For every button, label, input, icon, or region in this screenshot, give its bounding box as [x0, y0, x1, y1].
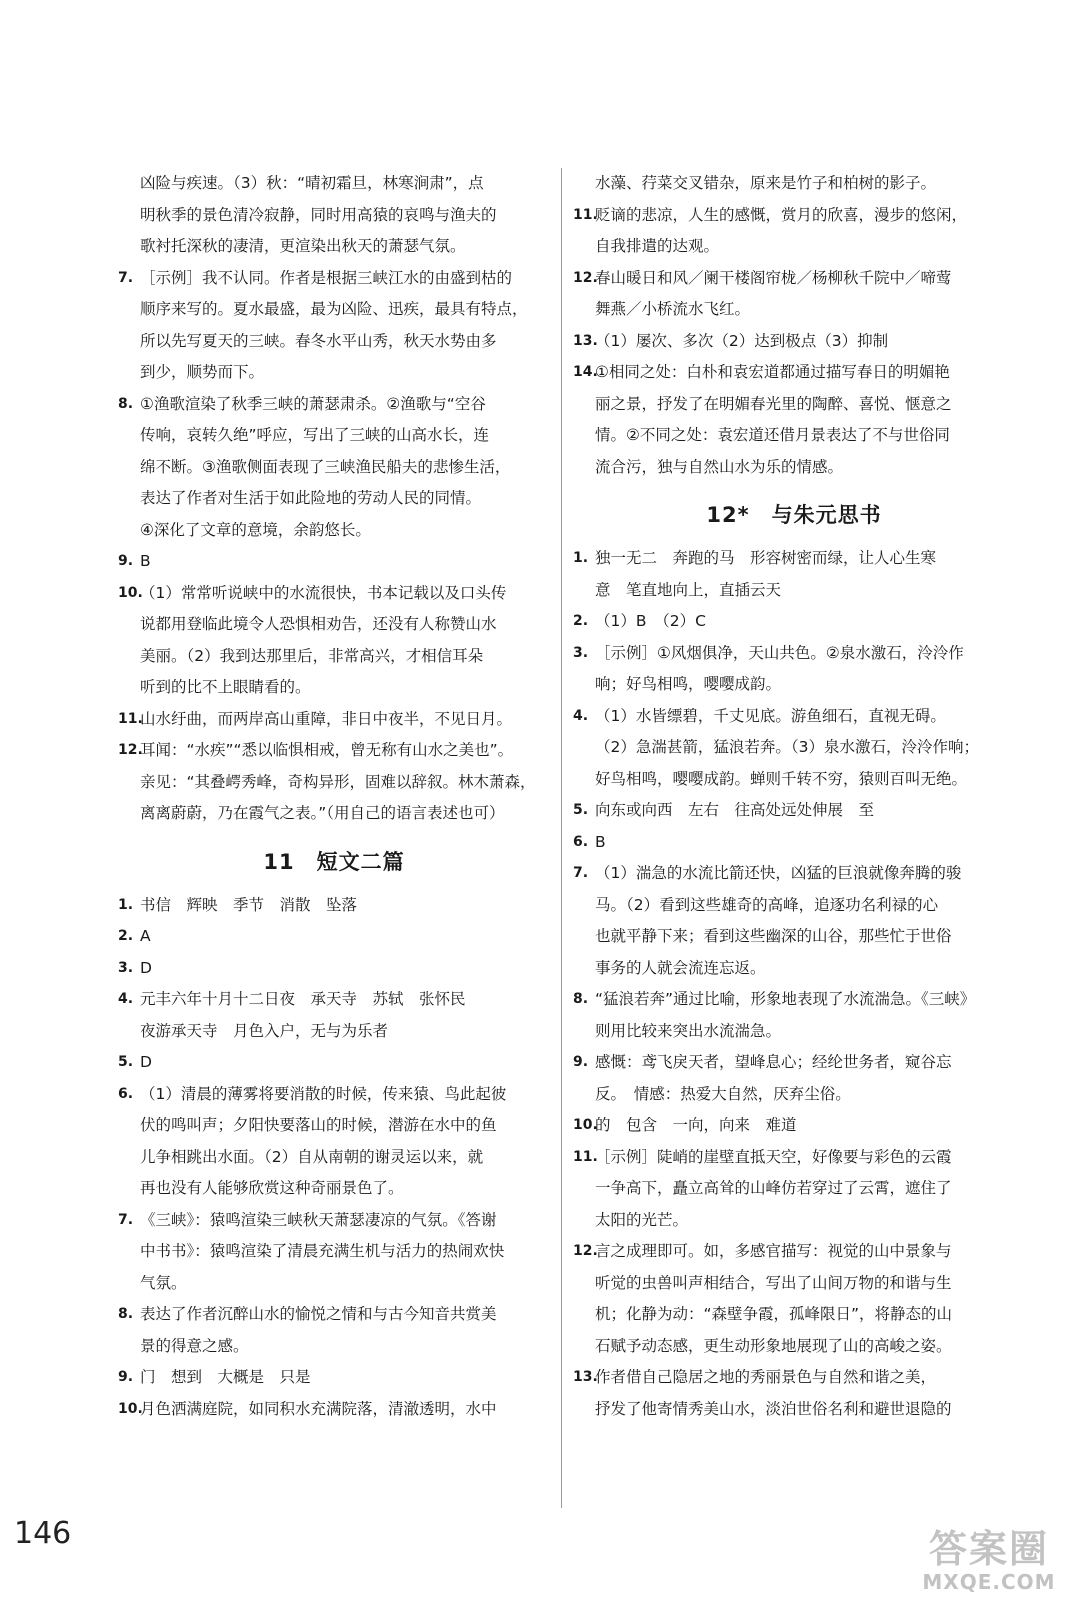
answer-text-line: “猛浪若奔”通过比喻，形象地表现了水流湍急。《三峡》	[595, 990, 976, 1008]
answer-text-line: 夜游承天寺 月色入户，无与为乐者	[140, 1021, 389, 1040]
answer-number: 7.	[118, 1211, 134, 1228]
answer-number: 14.	[573, 364, 598, 380]
answer-text-line: 独一无二 奔跑的马 形容树密而绿，让人心生寒	[595, 549, 937, 567]
answer-number: 5.	[118, 1054, 134, 1070]
answer-item	[573, 543, 1015, 606]
answer-text-line: 伏的鸣叫声；夕阳快要落山的时候，潜游在水中的鱼	[140, 1116, 497, 1134]
answer-text-line: 也就平静下来；看到这些幽深的山谷，那些忙于世俗	[595, 927, 952, 945]
text-line: 明秋季的景色清冷寂静，同时用高猿的哀鸣与渔夫的	[140, 205, 497, 224]
left-answers-before	[118, 263, 550, 830]
answer-text-line: 景的得意之感。	[140, 1336, 249, 1355]
answer-item	[573, 1362, 1015, 1425]
answer-item	[573, 858, 1015, 984]
answer-number: 6.	[118, 1085, 134, 1102]
left-answers-after	[118, 890, 550, 1426]
answer-item	[573, 263, 1015, 326]
answer-text-line: 舞燕／小桥流水飞红。	[595, 300, 751, 318]
text-line: 凶险与疾速。（3）秋：“晴初霜旦，林寒涧肃”，点	[140, 174, 484, 192]
answer-number: 11.	[573, 206, 598, 223]
answer-text-line: （1）清晨的薄雾将要消散的时候，传来猿、鸟此起彼	[140, 1084, 507, 1103]
answer-number: 8.	[118, 395, 134, 412]
answer-item	[118, 704, 550, 736]
answer-text-line: 再也没有人能够欣赏这种奇丽景色了。	[140, 1179, 404, 1197]
answer-item	[573, 606, 1015, 638]
answer-item	[118, 578, 550, 704]
answer-text-line: 感慨：鸢飞戾天者，望峰息心；经纶世务者，窥谷忘	[595, 1053, 952, 1071]
answer-item	[118, 921, 550, 953]
answer-text-line: 自我排遣的达观。	[595, 237, 720, 255]
answer-text-line: 春山暖日和风／阑干楼阁帘栊／杨柳秋千院中／啼莺	[595, 268, 952, 287]
watermark-logo	[904, 1528, 1074, 1598]
answer-text-line: 抒发了他寄情秀美山水，淡泊世俗名利和避世退隐的	[595, 1399, 952, 1418]
answer-text-line: 书信 辉映 季节 消散 坠落	[140, 895, 358, 914]
answer-text-line: （2）急湍甚箭，猛浪若奔。（3）泉水激石，泠泠作响；	[595, 738, 979, 756]
answer-item	[573, 638, 1015, 701]
answer-text-line: ④深化了文章的意境，余韵悠长。	[140, 520, 371, 539]
answer-text-line: ［示例］陡峭的崖壁直抵天空，好像要与彩色的云霞	[595, 1147, 952, 1166]
answer-text-line: 意 笔直地向上，直插云天	[595, 580, 782, 599]
answer-number: 8.	[573, 991, 589, 1007]
answer-number: 3.	[118, 959, 134, 976]
answer-text-line: 传响，哀转久绝”呼应，写出了三峡的山高水长，连	[140, 426, 490, 444]
answer-text-line: 流合污，独与自然山水为乐的情感。	[595, 457, 844, 476]
answer-text-line: 月色洒满庭院，如同积水充满院落，清澈透明，水中	[140, 1399, 497, 1418]
answer-number: 7.	[573, 865, 589, 881]
answer-text-line: 表达了作者沉醉山水的愉悦之情和与古今知音共赏美	[140, 1305, 497, 1323]
answer-item	[573, 1236, 1015, 1362]
answer-item	[118, 953, 550, 985]
answer-item	[573, 1110, 1015, 1142]
answer-text-line: 山水纡曲，而两岸高山重障，非日中夜半，不见日月。	[140, 709, 513, 728]
answer-number: 12.	[573, 269, 598, 286]
answer-text-line: ［示例］我不认同。作者是根据三峡江水的由盛到枯的	[140, 268, 513, 287]
answer-item	[118, 890, 550, 922]
answer-number: 8.	[118, 1306, 134, 1322]
left-column	[118, 168, 550, 1425]
answer-text-line: 说都用登临此境令人恐惧相劝告，还没有人称赞山水	[140, 615, 497, 633]
right-answers-after	[573, 543, 1015, 1425]
answer-item	[118, 1362, 550, 1394]
answer-number: 1.	[118, 896, 134, 913]
answer-number: 1.	[573, 550, 589, 566]
answer-text-line: 作者借自己隐居之地的秀丽景色与自然和谐之美，	[595, 1368, 937, 1386]
answer-text-line: 石赋予动态感，更生动形象地展现了山的高峻之姿。	[595, 1336, 952, 1355]
answer-item	[573, 1142, 1015, 1237]
answer-text-line: 元丰六年十月十二日夜 承天寺 苏轼 张怀民	[140, 990, 466, 1008]
answer-text-line: A	[140, 927, 151, 945]
answer-number: 12.	[573, 1243, 598, 1259]
answer-text-line: 门 想到 大概是 只是	[140, 1368, 311, 1386]
answer-item	[118, 984, 550, 1047]
right-column	[573, 168, 1015, 1425]
answer-text-line: 言之成理即可。如，多感官描写：视觉的山中景象与	[595, 1242, 952, 1260]
answer-text-line: 太阳的光芒。	[595, 1210, 689, 1229]
answer-item	[118, 546, 550, 578]
answer-item	[573, 357, 1015, 483]
answer-number: 9.	[573, 1054, 589, 1070]
section-title-11: 11 短文二篇	[263, 849, 405, 874]
answer-text-line: 马。（2）看到这些雄奇的高峰，追逐功名利禄的心	[595, 895, 939, 914]
answer-item	[573, 1047, 1015, 1110]
answer-text-line: （1）湍急的水流比箭还快，凶猛的巨浪就像奔腾的骏	[595, 864, 962, 882]
answer-text-line: 机；化静为动：“森壁争霞，孤峰限日”，将静态的山	[595, 1305, 953, 1323]
answer-number: 13.	[573, 332, 598, 349]
answer-item	[118, 1205, 550, 1300]
answer-number: 10.	[118, 1400, 143, 1417]
answer-number: 11.	[118, 710, 143, 727]
answer-text-line: 反。 情感：热爱大自然，厌弃尘俗。	[595, 1084, 851, 1103]
answer-text-line: 听觉的虫兽叫声相结合，写出了山间万物的和谐与生	[595, 1273, 952, 1292]
watermark-main-text: 答案圈	[928, 1527, 1049, 1571]
answer-number: 12.	[118, 742, 143, 758]
answer-text-line: 的 包含 一向，向来 难道	[595, 1116, 797, 1134]
answer-text-line: 一争高下，矗立高耸的山峰仿若穿过了云霄，遮住了	[595, 1179, 952, 1197]
answer-text-line: D	[140, 958, 152, 977]
answer-item	[573, 984, 1015, 1047]
answer-text-line: 离离蔚蔚，乃在霞气之表。”（用自己的语言表述也可）	[140, 804, 505, 822]
answer-number: 13.	[573, 1369, 598, 1385]
answer-text-line: 响；好鸟相鸣，嘤嘤成韵。	[595, 675, 782, 693]
answer-text-line: 所以先写夏天的三峡。春冬水平山秀，秋天水势由多	[140, 331, 497, 350]
answer-text-line: B	[140, 552, 151, 570]
answer-text-line: （1）屡次、多次（2）达到极点（3）抑制	[595, 331, 889, 350]
answer-text-line: 气氛。	[140, 1273, 187, 1292]
answer-text-line: 事务的人就会流连忘返。	[595, 958, 766, 977]
answer-number: 11.	[573, 1148, 598, 1165]
answer-item	[118, 735, 550, 830]
text-line: 歌衬托深秋的凄清，更渲染出秋天的萧瑟气氛。	[140, 237, 466, 255]
answer-text-line: （1）B （2）C	[595, 612, 706, 630]
answer-item	[573, 200, 1015, 263]
answer-number: 4.	[573, 707, 589, 724]
answer-item	[118, 1047, 550, 1079]
answer-item	[118, 1079, 550, 1205]
answer-text-line: 儿争相跳出水面。（2）自从南朝的谢灵运以来，就	[140, 1147, 484, 1166]
answer-text-line: 顺序来写的。夏水最盛，最为凶险、迅疾，最具有特点，	[140, 300, 528, 318]
answer-number: 10.	[573, 1117, 598, 1133]
answer-item	[573, 795, 1015, 827]
answer-number: 9.	[118, 553, 134, 569]
answer-text-line: 耳闻：“水疾”“悉以临惧相戒，曾无称有山水之美也”。	[140, 741, 514, 759]
answer-text-line: 情。②不同之处：袁宏道还借月景表达了不与世俗同	[595, 426, 950, 444]
answer-text-line: D	[140, 1053, 152, 1071]
answer-number: 10.	[118, 584, 143, 601]
column-divider	[561, 168, 562, 1508]
left-lead-text	[118, 168, 550, 263]
answer-text-line: 《三峡》：猿鸣渲染三峡秋天萧瑟凄凉的气氛。《答谢	[140, 1210, 497, 1229]
answer-number: 3.	[573, 644, 589, 661]
answer-text-line: 绵不断。③渔歌侧面表现了三峡渔民船夫的悲惨生活，	[140, 457, 511, 476]
answer-item	[573, 326, 1015, 358]
answer-number: 5.	[573, 802, 589, 818]
answer-item	[573, 701, 1015, 796]
answer-text-line: ①渔歌渲染了秋季三峡的萧瑟肃杀。②渔歌与“空谷	[140, 394, 486, 413]
answer-text-line: 则用比较来突出水流湍急。	[595, 1021, 782, 1040]
answer-text-line: 向东或向西 左右 往高处远处伸展 至	[595, 801, 875, 819]
answer-text-line: ［示例］①风烟俱净，天山共色。②泉水激石，泠泠作	[595, 643, 964, 662]
answer-item	[118, 389, 550, 547]
text-line: 水藻、荇菜交叉错杂，原来是竹子和柏树的影子。	[595, 174, 937, 192]
answer-number: 4.	[118, 991, 134, 1007]
answer-item	[118, 263, 550, 389]
answer-text-line: 听到的比不上眼睛看的。	[140, 678, 311, 696]
answer-text-line: 表达了作者对生活于如此险地的劳动人民的同情。	[140, 489, 482, 507]
answer-text-line: 到少，顺势而下。	[140, 363, 265, 381]
answer-text-line: 美丽。（2）我到达那里后，非常高兴，才相信耳朵	[140, 646, 484, 665]
answer-number: 6.	[573, 833, 589, 850]
watermark-sub-text: MXQE.COM	[922, 1570, 1056, 1594]
answer-text-line: （1）常常听说峡中的水流很快，书本记载以及口头传	[140, 583, 507, 602]
answer-number: 7.	[118, 269, 134, 286]
right-answers-before	[573, 200, 1015, 484]
answer-text-line: （1）水皆缥碧，千丈见底。游鱼细石，直视无碍。	[595, 706, 946, 725]
answer-number: 2.	[118, 928, 134, 944]
answer-item	[118, 1299, 550, 1362]
answer-text-line: 贬谪的悲凉，人生的感慨，赏月的欣喜，漫步的悠闲，	[595, 205, 968, 224]
answer-text-line: 好鸟相鸣，嘤嘤成韵。蝉则千转不穷，猿则百叫无绝。	[595, 769, 968, 788]
answer-number: 2.	[573, 613, 589, 629]
section-title-12: 12* 与朱元思书	[706, 503, 882, 527]
answer-text-line: ①相同之处：白朴和袁宏道都通过描写春日的明媚艳	[595, 363, 950, 381]
answer-text-line: 亲见：“其叠崿秀峰，奇构异形，固难以辞叙。林木萧森，	[140, 772, 536, 791]
answer-item	[573, 827, 1015, 859]
answer-item	[118, 1394, 550, 1426]
answer-text-line: 中书书》：猿鸣渲染了清晨充满生机与活力的热闹欢快	[140, 1242, 505, 1260]
answer-text-line: 丽之景，抒发了在明媚春光里的陶醉、喜悦、惬意之	[595, 394, 952, 413]
answer-text-line: B	[595, 832, 606, 851]
right-lead-text	[573, 168, 1015, 200]
answer-number: 9.	[118, 1369, 134, 1385]
page-number: 146	[14, 1516, 72, 1551]
